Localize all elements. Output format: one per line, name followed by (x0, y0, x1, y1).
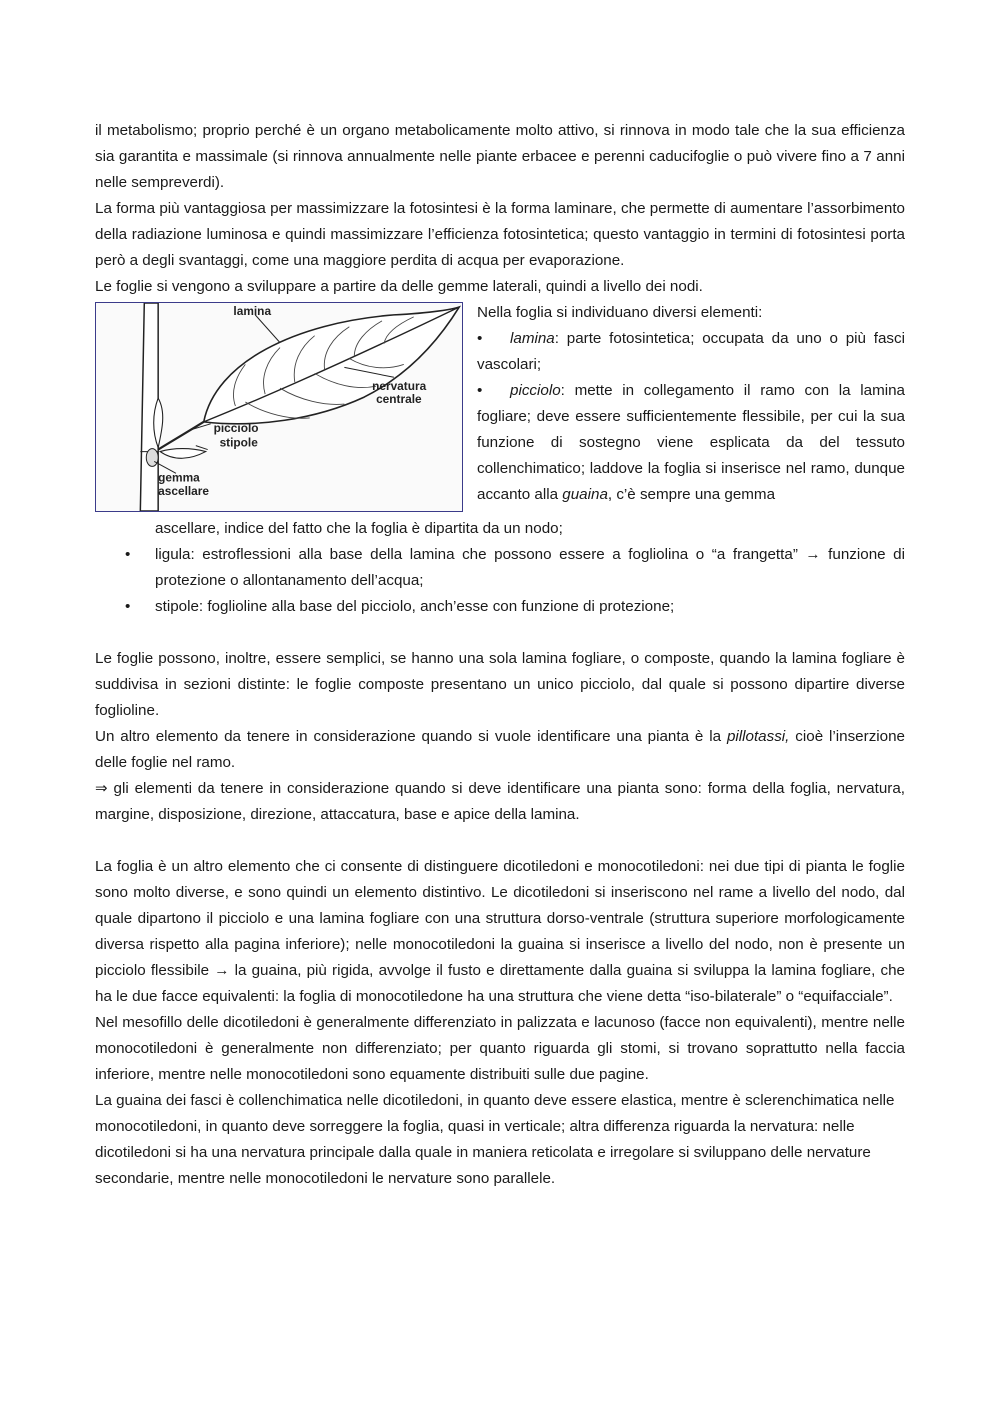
list-item-stipole (95, 594, 905, 620)
label-gemma-1: gemma (158, 470, 200, 485)
bullet-marker: • (125, 598, 131, 615)
term-lamina: lamina (510, 330, 555, 347)
label-gemma-2: ascellare (158, 484, 210, 499)
bullet-marker: • (477, 330, 483, 347)
paragraph-dicot-monocot: La foglia è un altro elemento che ci consente di distinguere dicotiledoni e monocotiledoni: nei due tipi di pianta le foglie sono molto diverse, e sono quindi un elemento distintivo. Le dicotiledoni si inseriscono nel rame a livello del nodo, dal quale dipartono il picciolo e una lamina fogliare con una struttura dorso-ventrale (struttura superiore morfologicamente diversa rispetto alla pagina inferiore); nelle monocotiledoni la guaina si inserisce a livello del nodo, non è presente un picciolo flessibile → la guaina, più rigida, avvolge il fusto e direttamente dalla guaina si sviluppa la lamina fogliare, che ha le due facce equivalenti: la foglia di monocotiledone ha una struttura che viene detta “iso-bilaterale” o “equifacciale”. (95, 858, 905, 1005)
label-nervatura-1: nervatura (372, 379, 427, 394)
paragraph-gemme-laterali: Le foglie si vengono a sviluppare a partire da delle gemme laterali, quindi a livello dei nodi. (95, 278, 703, 295)
term-guaina: guaina (562, 486, 608, 503)
picciolo-tail: , c’è sempre una gemma (607, 486, 776, 503)
picciolo-continuation: ascellare, indice del fatto che la foglia è dipartita da un nodo; (155, 520, 563, 537)
ligula-text: ligula: estroflessioni alla base della lamina che possono essere a fogliolina o “a frangetta” → funzione di protezione o allontanamento dell’acqua; (155, 546, 905, 589)
label-picciolo: picciolo (213, 420, 259, 435)
section-spacer (95, 828, 905, 854)
term-picciolo: picciolo (510, 382, 561, 399)
lamina-description: : parte fotosintetica; occupata da uno o più fasci vascolari; (477, 330, 905, 373)
label-stipole: stipole (219, 435, 258, 450)
bullet-marker: • (125, 546, 131, 563)
stipole-text: stipole: foglioline alla base del picciolo, anch’esse con funzione di protezione; (155, 598, 675, 615)
paragraph-pillotassi (95, 724, 905, 776)
elements-intro: Nella foglia si individuano diversi elementi: (477, 304, 763, 321)
section-spacer (95, 620, 905, 646)
term-pillotassi: pillotassi, (726, 728, 790, 745)
extra-elements-list (95, 542, 905, 620)
petiole-line (158, 422, 204, 450)
picciolo-description: : mette in collegamento il ramo con la lamina fogliare; deve essere sufficientemente flessibile, per cui la sua funzione di sostegno viene esplicata da del tessuto collenchimatico; laddove la foglia si inserisce nel ramo, dunque accanto alla (477, 382, 905, 503)
leaf-diagram (96, 303, 462, 511)
paragraph-metabolismo: il metabolismo; proprio perché è un organo metabolicamente molto attivo, si rinnova in modo tale che la sua efficienza sia garantita e massimale (si rinnova annualmente nelle piante erbacee e perenni caducifoglie o può vivere fino a 7 anni nelle sempreverdi). (95, 122, 905, 191)
axillary-bud-shape (146, 449, 158, 467)
list-item-ligula (95, 542, 905, 594)
stipule-shape (160, 449, 206, 459)
label-lamina: lamina (233, 303, 272, 318)
paragraph-mesofillo: Nel mesofillo delle dicotiledoni è generalmente differenziato in palizzata e lacunoso (facce non equivalenti), mentre nelle monocotiledoni è generalmente non differenziato; per quanto riguarda gli stomi, si trovano soprattutto nella faccia inferiore, mentre nelle monocotiledoni sono equamente distribuiti sulle due pagine. (95, 1014, 905, 1083)
leaf-diagram-figure (95, 302, 463, 512)
paragraph-guaina-fasci: La guaina dei fasci è collenchimatica nelle dicotiledoni, in quanto deve essere elastica, mentre è sclerenchimatica nelle monocotiledoni, in quanto deve sorreggere la foglia, quasi in verticale; altra differenza riguarda la nervatura: nelle dicotiledoni si ha una nervatura principale dalla quale in maniera reticolata e irregolare si sviluppano delle nervature secondarie, mentre nelle monocotiledoni le nervature sono parallele. (95, 1092, 895, 1187)
paragraph-identificazione: ⇒ gli elementi da tenere in considerazione quando si deve identificare una pianta sono: forma della foglia, nervatura, margine, disposizione, direzione, attaccatura, base e apice della lamina. (95, 780, 905, 823)
paragraph-foglie-semplici: Le foglie possono, inoltre, essere semplici, se hanno una sola lamina fogliare, o composte, quando la lamina fogliare è suddivisa in sezioni distinte: le foglie composte presentano un unico picciolo, dal quale si possono dipartire diverse foglioline. (95, 650, 905, 719)
pillotassi-tail: cioè l’inserzione delle foglie nel ramo. (95, 728, 905, 771)
label-nervatura-2: centrale (376, 392, 422, 407)
pillotassi-lead: Un altro elemento da tenere in considerazione quando si vuole identificare una pianta è la (95, 728, 727, 745)
paragraph-forma-laminare: La forma più vantaggiosa per massimizzare la fotosintesi è la forma laminare, che permette di aumentare l’assorbimento della radiazione luminosa e quindi massimizzare l’efficienza fotosintetica; questo vantaggio in termini di fotosintesi porta però a degli svantaggi, come una maggiore perdita di acqua per evaporazione. (95, 200, 905, 269)
document-page (95, 118, 905, 1192)
bullet-marker: • (477, 382, 483, 399)
